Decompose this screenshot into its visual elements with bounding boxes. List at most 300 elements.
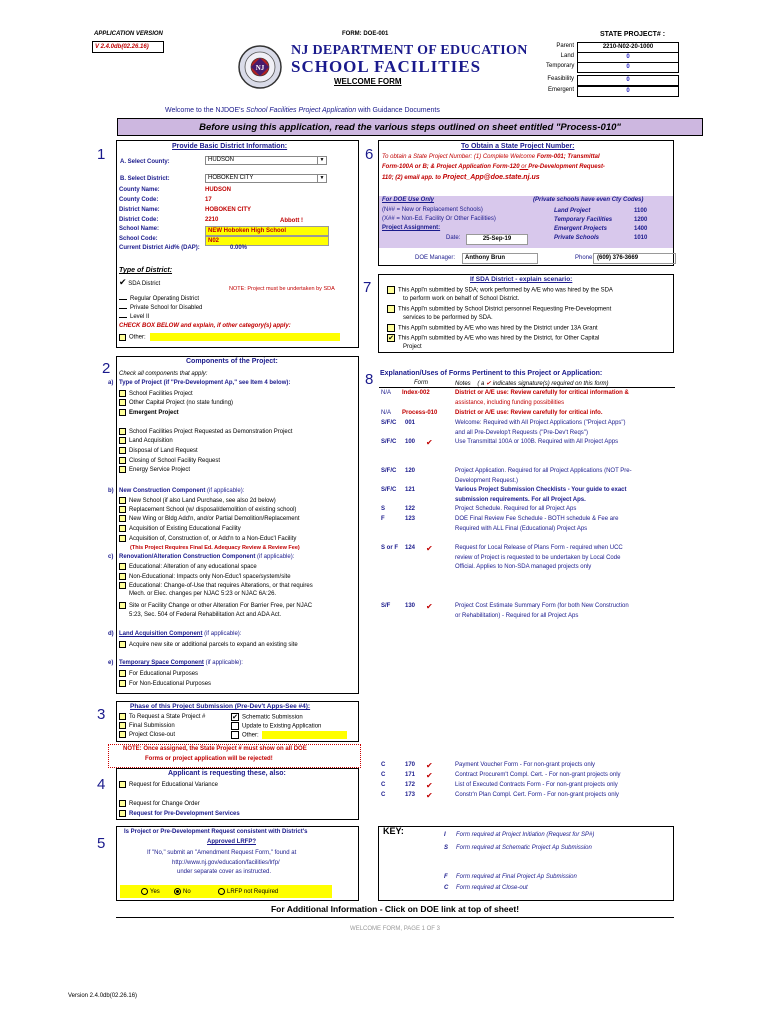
code-label: Temporary Facilities [554, 217, 613, 223]
no-label: No [183, 889, 191, 896]
district-info-value: HUDSON [205, 187, 232, 193]
section-2-number: 2 [102, 360, 111, 377]
component-checkbox[interactable] [119, 399, 126, 406]
phase-label: Other: [242, 732, 259, 739]
component-checkbox[interactable] [119, 428, 126, 435]
component-checkbox[interactable] [119, 641, 126, 648]
component-checkbox[interactable] [119, 525, 126, 532]
date-value[interactable]: 25-Sep-19 [466, 234, 528, 245]
chevron-down-icon[interactable]: ▼ [317, 157, 326, 164]
component-label: 5:23, Sec. 504 of Federal Rehabilitation Act and ADA Act. [129, 612, 282, 618]
component-option[interactable] [119, 680, 211, 687]
county-select[interactable] [205, 156, 327, 165]
form-signature-check: ✔ [426, 438, 433, 447]
form-scope: S/F/C [381, 420, 397, 426]
section-2-title: Components of the Project: [186, 358, 278, 365]
form-number: 001 [405, 420, 416, 426]
request-option[interactable] [119, 800, 200, 807]
form-number: 173 [405, 792, 416, 798]
sda-scenario-item[interactable] [387, 286, 613, 294]
component-option[interactable] [119, 457, 220, 464]
project-row-label: Parent [556, 43, 574, 49]
sda-note: NOTE: Project must be undertaken by SDA [229, 286, 335, 292]
state-project-label: STATE PROJECT# : [600, 31, 666, 38]
lrfp-not-required-option[interactable] [218, 888, 278, 895]
component-checkbox[interactable] [119, 582, 126, 589]
code-label: Private Schools [554, 235, 600, 241]
form-scope: N/A [381, 410, 392, 416]
form-number: 124 [405, 545, 416, 551]
component-checkbox[interactable] [119, 497, 126, 504]
component-checkbox[interactable] [119, 466, 126, 473]
form-scope: C [381, 792, 386, 798]
type-of-district-title: Type of District: [119, 267, 173, 274]
footer-divider [116, 917, 674, 918]
form-note: District or A/E use: Review carefully for critical info. [455, 410, 603, 416]
form-note: Official. Applies to Non-SDA managed projects only [455, 564, 592, 570]
form-scope: S/F/C [381, 468, 397, 474]
component-checkbox[interactable] [119, 506, 126, 513]
phase-checkbox[interactable]: ✔ [232, 714, 238, 721]
component-label: New School (if also Land Purchase, see also 2d below) [129, 498, 276, 505]
sda-scenario-text: This Appl'n submitted by School District personnel Requesting Pre-Development [398, 306, 612, 313]
district-info-value[interactable]: N02 [205, 236, 329, 246]
section-8-divider [379, 387, 675, 388]
section-7-number: 7 [363, 279, 372, 296]
component-label: For Non-Educational Purposes [129, 681, 212, 688]
project-row-value: 2210-N02-20-1000 [577, 42, 679, 53]
component-label: Acquisition of Existing Educational Facility [129, 526, 241, 533]
type-of-project-title: Type of Project (if "Pre-Development Ap," see Item 4 below): [119, 380, 291, 386]
district-info-label: School Code: [119, 236, 158, 242]
sda-scenario-item [403, 296, 519, 302]
phase-option[interactable] [119, 731, 175, 738]
form-note: Project Schedule. Required for all Project Aps [455, 506, 577, 512]
sda-scenario-checkbox[interactable] [387, 286, 395, 294]
component-checkbox[interactable] [119, 680, 126, 687]
form-signature-check: ✔ [426, 602, 433, 611]
phase-label: Project Close-out [129, 732, 176, 739]
svg-text:NJ: NJ [255, 64, 265, 72]
component-checkbox[interactable] [119, 602, 126, 609]
lrfp-yes-option[interactable] [141, 888, 160, 895]
sda-scenario-text: This Appl'n submitted by A/E who was hired by the District, for Other Capital [398, 335, 600, 342]
component-checkbox[interactable] [119, 447, 126, 454]
form-number: 130 [405, 603, 416, 609]
district-info-value: 0.00% [230, 245, 248, 251]
key-code: F [444, 874, 448, 880]
form-number: 121 [405, 487, 416, 493]
request-option[interactable] [119, 781, 218, 788]
district-select-value: HOBOKEN CITY [208, 175, 254, 181]
district-info-value: 17 [205, 197, 212, 203]
project-number-note-2: Forms or project application will be rejected! [145, 756, 273, 762]
phase-option[interactable] [231, 731, 347, 739]
phase-label: Schematic Submission [242, 714, 303, 721]
doe-use-only: For DOE Use Only [382, 197, 435, 203]
school-facilities-title: SCHOOL FACILITIES [291, 57, 482, 76]
county-label: A. Select County: [120, 159, 170, 165]
abbott-flag: Abbott ! [280, 218, 303, 224]
not-required-label: LRFP not Required [227, 889, 279, 896]
project-row-label: Land [560, 53, 574, 59]
form-scope: S/F [381, 603, 391, 609]
project-row-label: Temporary [546, 63, 575, 69]
sda-scenario-text: to perform work on behalf of School District. [403, 296, 520, 302]
component-option[interactable] [119, 399, 233, 406]
not-required-radio[interactable] [218, 888, 225, 895]
form-label: FORM: DOE-001 [342, 31, 389, 37]
doe-manager-label: DOE Manager: [415, 255, 456, 261]
component-label: School Facilities Project [129, 391, 193, 398]
district-info-value: HOBOKEN CITY [205, 207, 252, 213]
nj-seal-logo [237, 44, 283, 90]
section-1-title: Provide Basic District Information: [172, 143, 288, 150]
sda-scenario-checkbox[interactable]: ✔ [388, 335, 394, 342]
d-label: d) [108, 631, 114, 637]
section-5-number: 5 [97, 835, 106, 852]
district-info-value: 2210 [205, 217, 219, 223]
welcome-form-title: WELCOME FORM [334, 77, 402, 86]
project-row-value: 0 [577, 52, 679, 63]
component-option[interactable] [119, 447, 198, 454]
component-checkbox[interactable] [119, 457, 126, 464]
component-option[interactable] [119, 506, 296, 513]
project-number-note-1: NOTE: Once assigned, the State Project # must show on all DOE [123, 746, 307, 752]
sda-scenario-item[interactable] [387, 305, 611, 313]
form-note: Development Request.) [455, 477, 519, 484]
obtain-text-1: To obtain a State Project Number: (1) Complete Welcome Form-001; Transmittal [382, 154, 600, 160]
component-checkbox[interactable] [119, 515, 126, 522]
form-number: 122 [405, 506, 416, 512]
component-option[interactable] [119, 641, 298, 648]
lrfp-no-option[interactable] [174, 888, 191, 895]
component-option[interactable] [119, 563, 257, 570]
form-scope: S [381, 506, 386, 512]
component-option[interactable] [119, 670, 198, 677]
check-box-note: CHECK BOX BELOW and explain, if other category(s) apply: [119, 323, 291, 329]
district-info-label: District Code: [119, 217, 159, 223]
process-banner: Before using this application, read the various steps outlined on sheet entitled "Process-010" [117, 118, 703, 136]
form-number: 170 [405, 762, 416, 768]
section-8-title: Explanation/Uses of Forms Pertinent to this Project or Application: [380, 370, 603, 377]
component-label: Energy Service Project [129, 467, 191, 474]
sda-scenario-item[interactable] [387, 334, 599, 342]
form-note: Project Cost Estimate Summary Form (for both New Construction [455, 603, 629, 609]
welcome-app-name: School Facilities Project Application [245, 107, 357, 114]
section-3-number: 3 [97, 706, 106, 723]
obtain-text-2: Form-100A or B; & Project Application Form-120 or Pre-Development Request- [382, 164, 605, 170]
component-label: Educational: Change-of-Use that requires Alterations, or that requires [129, 583, 313, 590]
phase-checkbox[interactable] [231, 722, 239, 730]
component-label: Educational: Alteration of any educational space [129, 564, 257, 571]
regular-district-option[interactable] [119, 296, 199, 302]
phase-option[interactable] [231, 722, 321, 730]
level2-label: Level II [130, 314, 150, 320]
component-label: Non-Educational: Impacts only Non-Educ'l space/system/site [129, 574, 291, 581]
regular-district-label: Regular Operating District [130, 296, 200, 302]
form-note: Use Transmittal 100A or 100B. Required with All Project Apps [455, 439, 619, 445]
form-note: assistance, including funding possibilities [455, 399, 565, 406]
form-scope: C [381, 762, 386, 768]
component-label: Other Capital Project (no state funding) [129, 400, 234, 407]
component-label: Land Acquisition [129, 438, 173, 445]
other-checkbox[interactable] [119, 334, 126, 341]
yes-radio[interactable] [141, 888, 148, 895]
other-input[interactable] [150, 333, 340, 341]
form-signature-check: ✔ [426, 544, 433, 553]
district-info-label: County Code: [119, 197, 159, 203]
component-checkbox[interactable] [119, 670, 126, 677]
form-signature-check: ✔ [426, 761, 433, 770]
component-label: Replacement School (w/ disposal/demolition of existing school) [129, 507, 297, 514]
form-note: List of Executed Contracts Form - For non-grant projects only [455, 782, 618, 788]
phone-value[interactable]: (609) 376-3669 [593, 253, 676, 264]
private-school-label: Private School for Disabled [130, 305, 203, 311]
sda-scenario-text: services to be performed by SDA. [403, 315, 493, 321]
district-info-label: Current District Aid% (DAP): [119, 245, 200, 251]
component-option[interactable] [119, 409, 179, 416]
private-codes-note: (Private schools have even Cty Codes) [533, 197, 644, 203]
sda-scenario-item[interactable] [387, 324, 598, 332]
form-number: 120 [405, 468, 416, 474]
request-label: Request for Educational Variance [129, 782, 218, 789]
form-note: Constr'n Plan Compl. Cert. Form - For non-grant projects only [455, 792, 619, 798]
component-checkbox[interactable] [119, 535, 126, 542]
level2-option[interactable] [119, 314, 149, 320]
land-acquisition-title: Land Acquisition Component (if applicable): [119, 631, 242, 637]
project-row-label: Feasibility [547, 76, 574, 82]
welcome-text-end: with Guidance Documents [356, 107, 440, 114]
form-scope: N/A [381, 390, 392, 396]
district-info-label: District Name: [119, 207, 160, 213]
component-option[interactable] [119, 466, 190, 473]
sda-district-option[interactable]: ✔ SDA District [119, 277, 161, 287]
component-label: Emergent Project [129, 410, 179, 417]
form-signature-check: ✔ [426, 771, 433, 780]
project-assignment-label: Project Assignment: [382, 225, 441, 231]
form-note: DOE Final Review Fee Schedule - BOTH schedule & Fee are [455, 516, 619, 522]
form-number: 171 [405, 772, 416, 778]
doe-manager-value[interactable]: Anthony Brun [462, 253, 538, 264]
project-row-value: 0 [577, 86, 679, 97]
lrfp-link[interactable]: http://www.nj.gov/education/facilities/lrfp/ [172, 860, 280, 866]
component-label: For Educational Purposes [129, 671, 199, 678]
district-info-label: School Name: [119, 226, 160, 232]
component-label: Site or Facility Change or other Alteration For Barrier Free, per NJAC [129, 603, 313, 610]
app-version: V 2.4.0db(02.26.16) [92, 41, 164, 53]
component-label: New Wing or Bldg Add'n, and/or Partial Demolition/Replacement [129, 516, 300, 523]
form-scope: S or F [381, 545, 399, 551]
yes-label: Yes [150, 889, 160, 896]
lrfp-instr-3: under separate cover as instructed. [177, 869, 272, 875]
form-number: 172 [405, 782, 416, 788]
component-option[interactable] [119, 535, 296, 542]
a-label: a) [108, 380, 114, 386]
chevron-down-icon[interactable]: ▼ [317, 175, 326, 182]
form-scope: C [381, 782, 386, 788]
project-app-email-link[interactable]: Project_App@doe.state.nj.us [442, 174, 540, 181]
form-number: Index-002 [402, 390, 430, 396]
final-ed-review-note: (This Project Requires Final Ed. Adequacy Review & Review Fee) [130, 545, 300, 551]
phase-checkbox[interactable] [119, 722, 126, 729]
lrfp-instr-1: If "No," submit an "Amendment Request Form," found at [147, 850, 297, 856]
form-note: Various Project Submission Checklists - Your guide to exact [455, 487, 627, 493]
component-option[interactable] [119, 390, 193, 397]
sda-scenario-checkbox[interactable] [387, 305, 395, 313]
private-school-option[interactable] [119, 305, 202, 311]
form-number: 123 [405, 516, 416, 522]
project-row-value: 0 [577, 75, 679, 86]
form-number: 100 [405, 439, 416, 445]
form-note: Project Application. Required for all Project Applications (NOT Pre- [455, 468, 632, 474]
request-label: Request for Change Order [129, 801, 200, 808]
component-option[interactable] [119, 437, 173, 444]
additional-info-note: For Additional Information - Click on DOE link at top of sheet! [270, 904, 520, 914]
key-code: C [444, 885, 449, 891]
form-note: Contract Procurem't Compl. Cert. - For non-grant projects only [455, 772, 621, 778]
key-code: S [444, 845, 449, 851]
nnn-note-2: (X## = Non-Ed. Facility Or Other Facilities) [382, 216, 496, 222]
phase-label: To Request a State Project # [129, 714, 206, 721]
key-description: Form required at Final Project Ap Submission [456, 874, 577, 880]
component-checkbox[interactable] [119, 573, 126, 580]
form-scope: S/F/C [381, 439, 397, 445]
sda-scenario-text: This Appl'n submitted by SDA; work performed by A/E who was hired by the SDA [398, 287, 613, 294]
other-label: Other: [129, 334, 146, 341]
request-checkbox[interactable] [119, 810, 126, 817]
key-title: KEY: [383, 826, 404, 836]
request-option[interactable] [119, 810, 240, 817]
form-scope: F [381, 516, 385, 522]
c-label: c) [108, 554, 114, 560]
component-option[interactable] [119, 582, 313, 589]
component-label: Closing of School Facility Request [129, 458, 221, 465]
phase-checkbox[interactable] [231, 731, 239, 739]
lrfp-question-2: Approved LRFP? [207, 839, 256, 845]
section-3-title: Phase of this Project Submission (Pre-Dev't Apps-See #4): [130, 703, 311, 710]
district-info-label: County Name: [119, 187, 160, 193]
sda-scenario-checkbox[interactable] [387, 324, 395, 332]
component-label: Acquisition of, Construction of, or Add'n to a Non-Educ'l Facility [129, 536, 297, 543]
form-note: submission requirements. For all Project Aps. [455, 496, 586, 503]
form-note: Welcome: Required with All Project Applications ("Project Apps") [455, 420, 626, 426]
dept-name: NJ DEPARTMENT OF EDUCATION [291, 43, 528, 58]
component-option[interactable] [119, 602, 312, 609]
key-description: Form required at Schematic Project Ap Submission [456, 845, 592, 851]
component-option [129, 612, 281, 618]
sda-scenario-text: This Appl'n submitted by A/E who was hired by the District under 13A Grant [398, 325, 598, 332]
no-radio[interactable] [174, 888, 181, 895]
code-value: 1200 [634, 217, 648, 223]
section-7-title: If SDA District - explain scenario: [470, 276, 573, 283]
county-select-value: HUDSON [208, 157, 235, 163]
form-note: District or A/E use: Review carefully for critical information & [455, 390, 629, 396]
phase-option[interactable] [119, 713, 205, 720]
request-checkbox[interactable] [119, 781, 126, 788]
component-label: School Facilities Project Requested as Demonstration Project [129, 429, 293, 436]
notes-col-header: Notes ( a ✔ indicates signature(s) required on this form) [455, 381, 609, 387]
project-row-label: Emergent [547, 87, 574, 93]
component-checkbox[interactable] [119, 409, 126, 416]
code-value: 1010 [634, 235, 648, 241]
component-label: Disposal of Land Request [129, 448, 198, 455]
code-value: 1400 [634, 226, 648, 232]
district-info-value[interactable]: NEW Hoboken High School [205, 226, 329, 236]
renovation-title: Renovation/Alteration Construction Component (if applicable): [119, 554, 295, 560]
app-version-label: APPLICATION VERSION [94, 31, 163, 37]
component-option[interactable] [119, 515, 300, 522]
sda-scenario-item [403, 315, 493, 321]
welcome-line [165, 107, 440, 114]
section-4-title: Applicant is requesting these, also: [168, 770, 286, 777]
form-signature-check: ✔ [426, 791, 433, 800]
key-description: Form required at Close-out [456, 885, 528, 891]
component-checkbox[interactable] [119, 563, 126, 570]
component-option[interactable] [119, 525, 241, 532]
new-construction-title: New Construction Component (if applicable): [119, 488, 245, 494]
component-checkbox[interactable] [119, 437, 126, 444]
section-8-number: 8 [365, 371, 374, 388]
footer-version: Version 2.4.0db(02.26.16) [68, 993, 138, 999]
request-checkbox[interactable] [119, 800, 126, 807]
form-signature-check: ✔ [426, 781, 433, 790]
component-option[interactable] [119, 497, 276, 504]
form-scope: S/F/C [381, 487, 397, 493]
form-note: review of Project is requested to be undertaken by Local Code [455, 554, 621, 561]
form-scope: C [381, 772, 386, 778]
sda-district-label: SDA District [128, 281, 161, 287]
code-value: 1100 [634, 208, 648, 214]
phase-option[interactable] [231, 713, 303, 721]
phase-option[interactable] [119, 722, 175, 729]
check-all-note: Check all components that apply: [119, 371, 208, 377]
phase-checkbox[interactable] [119, 731, 126, 738]
phase-label: Final Submission [129, 723, 175, 730]
form-col-header: Form [414, 380, 428, 386]
component-label: Mech. or Elec. changes per NJAC 5:23 or NJAC 6A:26. [129, 591, 277, 597]
code-label: Emergent Projects [554, 226, 608, 232]
section-4-number: 4 [97, 776, 106, 793]
key-code: I [444, 832, 446, 838]
component-option[interactable] [119, 573, 291, 580]
sda-scenario-item [403, 344, 422, 350]
section-1-number: 1 [97, 146, 106, 163]
nnn-note-1: (N## = New or Replacement Schools) [382, 207, 483, 213]
sda-scenario-text: Project [403, 344, 422, 350]
phase-checkbox[interactable] [119, 713, 126, 720]
component-label: Acquire new site or additional parcels to expand an existing site [129, 642, 298, 649]
phone-label: Phone: [575, 255, 595, 261]
request-label: Request for Pre-Development Services [129, 811, 240, 818]
section-6-title: To Obtain a State Project Number: [461, 143, 575, 150]
form-note: Required with ALL Final (Educational) Project Aps [455, 525, 588, 532]
form-number: Process-010 [402, 410, 438, 416]
page-indicator: WELCOME FORM, PAGE 1 OF 3 [350, 926, 440, 932]
form-note: and all Pre-Develop't Requests ("Pre-Dev't Reqs") [455, 429, 588, 436]
obtain-text-3: 110; (2) email app. to Project_App@doe.state.nj.us [382, 174, 540, 181]
form-note: or Rehabilitation) - Required for all Project Aps [455, 612, 579, 619]
component-option [129, 591, 276, 597]
lrfp-question-1: Is Project or Pre-Development Request consistent with District's [124, 829, 308, 835]
phase-other-input[interactable] [262, 731, 347, 739]
code-label: Land Project [554, 208, 591, 214]
other-option[interactable] [119, 333, 340, 341]
district-select[interactable] [205, 174, 327, 183]
component-checkbox[interactable] [119, 390, 126, 397]
e-label: e) [108, 660, 114, 666]
component-option[interactable] [119, 428, 292, 435]
